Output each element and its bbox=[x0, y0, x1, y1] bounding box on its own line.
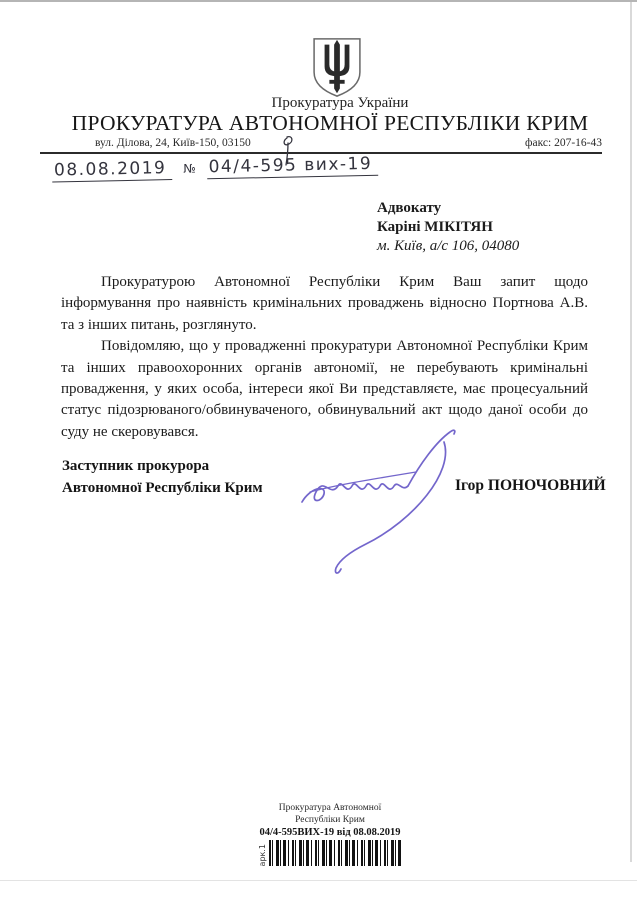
handwritten-number: 04/4-595 вих-19 bbox=[206, 154, 378, 180]
footer-org-line-1: Прокуратура Автономної bbox=[278, 803, 382, 813]
letter-body bbox=[61, 272, 588, 443]
signer-title-line-1: Заступник прокурора bbox=[62, 458, 210, 474]
org-address: вул. Ділова, 24, Київ-150, 03150 bbox=[95, 137, 251, 149]
handwritten-signature bbox=[296, 428, 478, 586]
org-title: ПРОКУРАТУРА АВТОНОМНОЇ РЕСПУБЛІКИ КРИМ bbox=[71, 111, 589, 135]
recipient-address: м. Київ, а/с 106, 04080 bbox=[377, 238, 520, 254]
recipient-name: Каріні МІКІТЯН bbox=[377, 219, 493, 235]
scan-edge-top bbox=[0, 0, 637, 2]
scan-edge-bottom bbox=[0, 880, 637, 881]
body-paragraph-1: Прокуратурою Автономної Республіки Крим Ваш запит щодо інформування про наявність кримінальних проваджень відносно Портнова А.В. та з інших питань, розглянуто. bbox=[61, 274, 588, 333]
barcode-icon bbox=[269, 840, 403, 866]
recipient-role: Адвокату bbox=[377, 200, 442, 216]
org-fax: факс: 207-16-43 bbox=[525, 137, 602, 149]
handwritten-date: 08.08.2019 bbox=[52, 158, 173, 183]
ukraine-trident-emblem-icon bbox=[308, 36, 366, 99]
header-divider bbox=[40, 152, 602, 154]
recipient-block bbox=[377, 199, 519, 256]
reference-line bbox=[52, 153, 392, 180]
footer-block bbox=[40, 803, 620, 871]
footer-doc-ref: 04/4-595ВИХ-19 від 08.08.2019 bbox=[259, 827, 401, 838]
barcode-block bbox=[258, 840, 403, 866]
number-sign: № bbox=[183, 161, 196, 176]
signer-name: Ігор ПОНОЧОВНИЙ bbox=[455, 477, 606, 494]
signer-title-block bbox=[62, 455, 263, 499]
footer-org-line-2: Республіки Крим bbox=[295, 814, 365, 825]
body-paragraph-2: Повідомляю, що у провадженні прокуратури Автономної Республіки Крим та інших правоохоронних органів автономії, не перебувають кримінальні провадження, у яких особа, інтереси якої Ви представляєте, має процесуальний статус підозрюваного/обвинуваченого, обвинувальний акт щодо даної особи до суду не скеровувався. bbox=[61, 338, 588, 440]
signer-title-line-2: Автономної Республіки Крим bbox=[62, 480, 263, 496]
parent-org-title: Прокуратура України bbox=[271, 95, 409, 111]
sheet-number-label: арк.1 bbox=[257, 843, 267, 866]
